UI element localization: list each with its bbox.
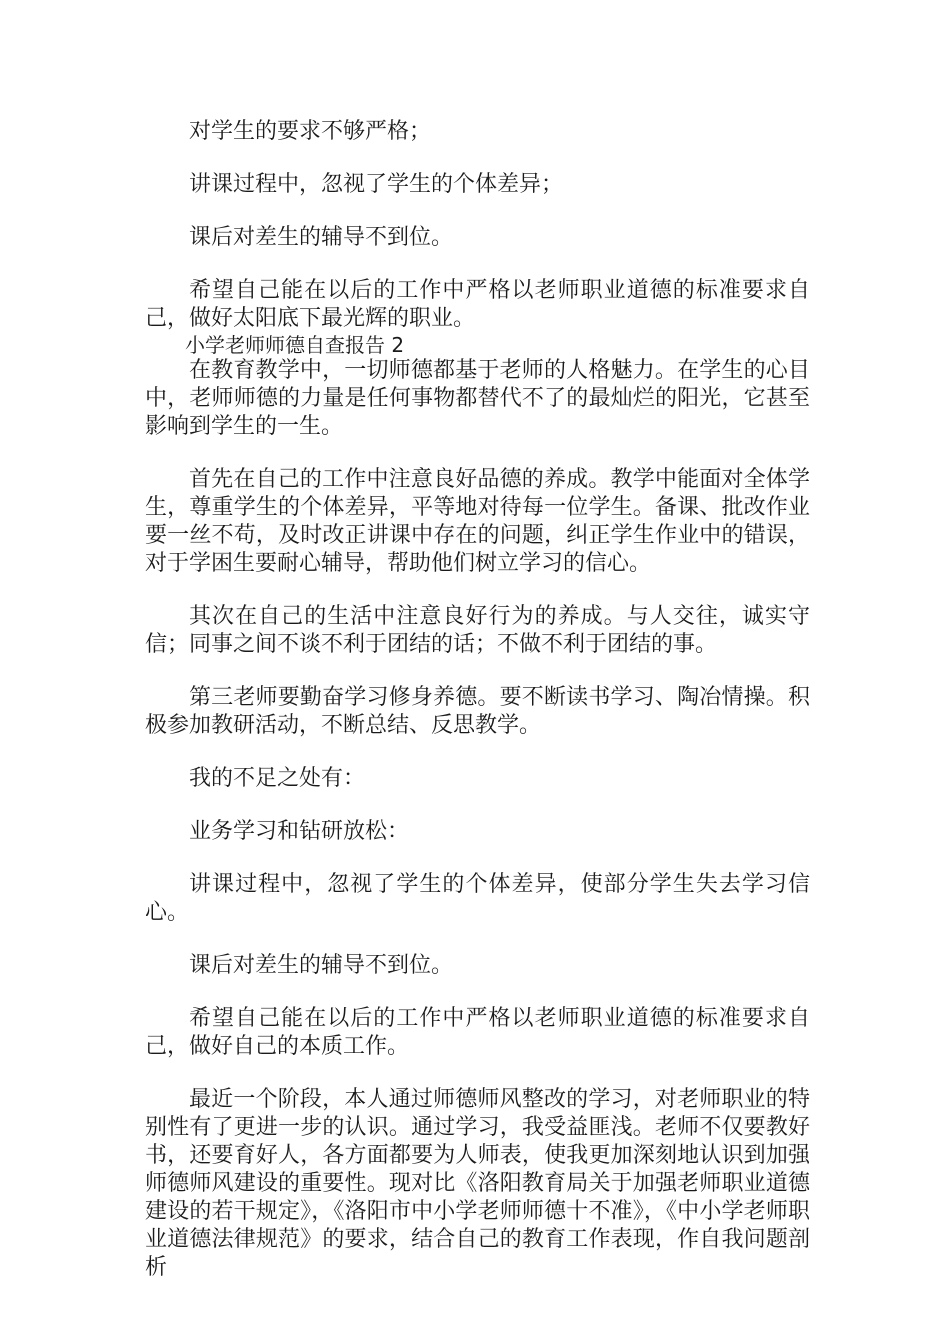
paragraph-5: 在教育教学中，一切师德都基于老师的人格魅力。在学生的心目中，老师师德的力量是任何事物都替代不了的最灿烂的阳光，它甚至影响到学生的一生。 bbox=[145, 358, 810, 439]
paragraph-7: 其次在自己的生活中注意良好行为的养成。与人交往，诚实守信；同事之间不谈不利于团结的话；不做不利于团结的事。 bbox=[145, 604, 810, 657]
paragraph-2: 讲课过程中，忽视了学生的个体差异； bbox=[189, 172, 564, 197]
paragraph-9: 我的不足之处有： bbox=[189, 766, 366, 791]
paragraph-10: 业务学习和钻研放松： bbox=[189, 819, 410, 844]
paragraph-13: 希望自己能在以后的工作中严格以老师职业道德的标准要求自己，做好自己的本质工作。 bbox=[145, 1006, 810, 1059]
document-body bbox=[145, 118, 810, 1282]
paragraph-3: 课后对差生的辅导不到位。 bbox=[189, 225, 454, 250]
paragraph-1: 对学生的要求不够严格； bbox=[189, 119, 432, 144]
paragraph-4: 希望自己能在以后的工作中严格以老师职业道德的标准要求自己，做好太阳底下最光辉的职业。 bbox=[145, 278, 810, 331]
section-title: 小学老师师德自查报告 2 bbox=[185, 333, 405, 357]
paragraph-8: 第三老师要勤奋学习修身养德。要不断读书学习、陶冶情操。积极参加教研活动，不断总结、反思教学。 bbox=[145, 685, 810, 738]
paragraph-11: 讲课过程中，忽视了学生的个体差异，使部分学生失去学习信心。 bbox=[145, 872, 810, 925]
paragraph-14: 最近一个阶段，本人通过师德师风整改的学习，对老师职业的特别性有了更进一步的认识。通过学习，我受益匪浅。老师不仅要教好书，还要育好人，各方面都要为人师表，使我更加深刻地认识到加强师德师风建设的重要性。现对比《洛阳教育局关于加强老师职业道德建设的若干规定》，《洛阳市中小学老师师德十不准》，《中小学老师职业道德法律规范》的要求，结合自己的教育工作表现，作自我问题剖析 bbox=[145, 1087, 810, 1280]
paragraph-12: 课后对差生的辅导不到位。 bbox=[189, 953, 454, 978]
paragraph-6: 首先在自己的工作中注意良好品德的养成。教学中能面对全体学生，尊重学生的个体差异，平等地对待每一位学生。备课、批改作业要一丝不苟，及时改正讲课中存在的问题，纠正学生作业中的错误，对于学困生要耐心辅导，帮助他们树立学习的信心。 bbox=[145, 467, 810, 576]
